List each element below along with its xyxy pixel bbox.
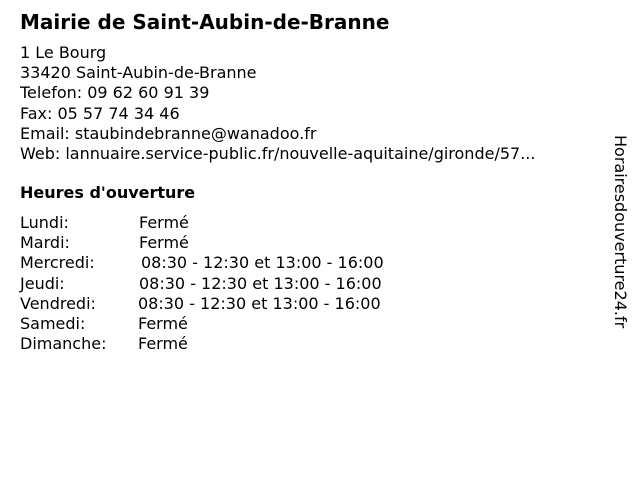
day-label: Mardi: — [20, 233, 70, 253]
website-link[interactable]: Web: lannuaire.service-public.fr/nouvelle-aquitaine/gironde/57... — [20, 143, 536, 163]
site-watermark: Horairesdouverture24.fr — [611, 135, 630, 329]
hours-value: Fermé — [138, 334, 188, 354]
day-label: Lundi: — [20, 213, 69, 232]
hours-value: Fermé — [139, 213, 189, 232]
email-address[interactable]: Email: staubindebranne@wanadoo.fr — [20, 123, 317, 143]
day-label: Samedi: — [20, 313, 86, 333]
address-block — [20, 43, 535, 164]
phone-number[interactable]: Telefon: 09 62 60 91 39 — [20, 83, 210, 103]
hours-heading: Heures d'ouverture — [20, 183, 196, 202]
city-address: 33420 Saint-Aubin-de-Branne — [20, 63, 257, 83]
hours-value: Fermé — [138, 313, 188, 333]
day-label: Jeudi: — [20, 273, 65, 293]
fax-number: Fax: 05 57 74 34 46 — [20, 103, 180, 123]
hours-value: 08:30 - 12:30 et 13:00 - 16:00 — [138, 293, 381, 313]
street-address: 1 Le Bourg — [20, 43, 107, 62]
page-title: Mairie de Saint-Aubin-de-Branne — [20, 10, 390, 34]
hours-value: Fermé — [139, 233, 189, 253]
day-label: Mercredi: — [20, 253, 95, 273]
day-label: Dimanche: — [20, 334, 107, 354]
hours-value: 08:30 - 12:30 et 13:00 - 16:00 — [139, 273, 382, 293]
hours-value: 08:30 - 12:30 et 13:00 - 16:00 — [141, 253, 384, 273]
day-label: Vendredi: — [20, 293, 96, 313]
